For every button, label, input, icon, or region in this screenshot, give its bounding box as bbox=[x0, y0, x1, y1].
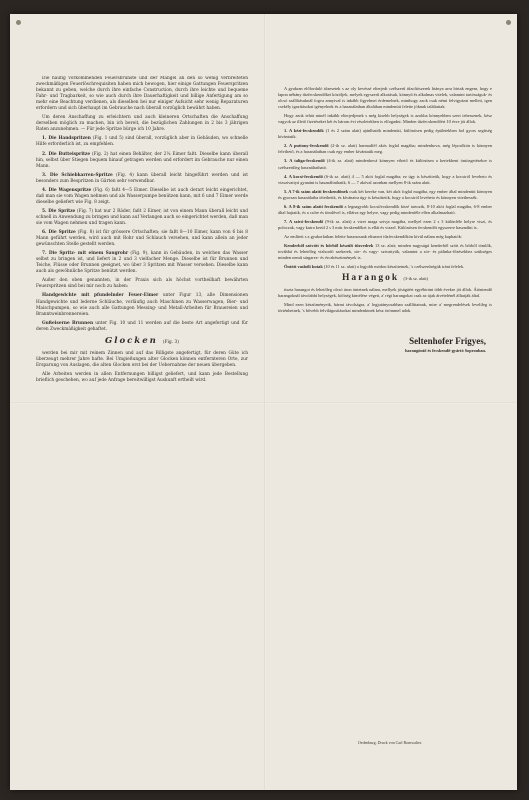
bells-paragraph: werden bei mir mit reinem Zinnen und auf das Billigste angefertigt, für deren Güte ich überzeugt mehrer Jahre hafte. Bei Umgießungen alter Glocken können entfernteren Orte, zur Ersparung von Auslagen, die alten Glocken erst bei der Uebernahme der neuen übergeben. bbox=[36, 350, 248, 368]
intro-paragraph: A gyakran előforduló tűzesetek s az oly kevéssé elterjedt czélszerű tűzoltószerek hiánya arra birtak engem, hogy e lapon néhány tűzfecskendőket közöljek, melyek egyszerű alkotásuk, könnyű és alkalmas vitelek, valamint tartósságuk- és olcsó szállításuknál fogva annyival is inkább figyelmet érdemelnek, minthogy azok csak némi felvigyázat mellett, igen csekély igazításokat igényelnek és a használatban általában mindenütt felette jóknak találtattak. bbox=[278, 86, 492, 110]
signature-name: Seltenhofer Frigyes, bbox=[409, 336, 486, 347]
closing-paragraph: Az említett s a gyakorlatban felette hasznosnak elismert tűzfecskendőkön kívül nálam még kaphatók: bbox=[284, 233, 463, 239]
extras-paragraph: Handgewichte mit pfundelnder Feuer-Eimer unter Figur 13, alle Dimensionen Handgewichte und lederne Schläuche, vorläufig auch Maschinen zu Wasserwagen, Bier- und Maischpumpen, so wie auch alle Gattungen Messing- und Metall-Arbeiten für Brauereien und Branntweinbrennereien. bbox=[36, 293, 248, 317]
signature-title: harangöntő és fecskendő-gyártó Sopronban. bbox=[405, 348, 486, 354]
list-item: 2. A puttony-fecskendő (2-ik sz. alatt) harmadfél akós foglal magába; mindenhova, még lépcsőkön is könnyen felvihető, és a használatban csak egy ember kívántatik meg. bbox=[278, 143, 492, 155]
hungarian-column bbox=[278, 86, 492, 774]
bells-heading: Glocken (Fig. 3) bbox=[104, 335, 180, 346]
extras-paragraph: Kenderből szövött és bőrből készült tűzvedrek 13 sz. alatt; minden nagyságú kenderből szött és bőrből tömlők, továbbá és lehetőleg vizhordó szekerek, sör- és vagy- szivattyúk, valamint a sör- és pálinka-főzésekhez szükséges minden nemű sárgarez- és érczkészitmények is. bbox=[278, 242, 492, 261]
bells-heading: Harangok (3-ik sz. alatt) bbox=[341, 273, 429, 284]
bells-paragraph: tiszta harangot és lehetőleg olcsó áron öntetnek nálam, mellyek jóságáért egyébiránt több évekre jót állok. Átöntendő harangoknál távolabbi helységek, költség kimélése végett, a' régi harangokat csak az újak átvételénél álltatják által. bbox=[278, 287, 492, 299]
signature-block bbox=[278, 336, 492, 354]
list-item: 4. Die Wagenspritze (Fig. 6) faßt 4—5 Eimer. Dieselbe ist auch derart leicht eingerichtet, daß man sie vom Wagen nehmen und als Wasserpumpe benützen kann, mit 6 und 7 Eimer werde dieselbe geliefert wie Fig. 8 zeigt. bbox=[36, 187, 248, 205]
list-item: 7. Die Spritz- mit einem Saugrohr (Fig. 9), kann in Gebäuden, in welchen das Wasser selbst zu bringen ist, und liefert in 2 und 3 vielfacher Menge. Dieselbe ist für Brunnen und Teiche, Flüsse oder Brunnen geeignet, wo über 3 Spritzen mit Wasser versehen. Dieselbe kann auch als gewöhnliche Spritze benützt werden. bbox=[36, 251, 248, 275]
list-item: 2. Die Butteispritze (Fig. 2) hat einen Behälter, der 2¼ Eimer faßt. Dieselbe kann überall hin, selbst über Stiegen bequem hinauf getragen werden und erfordert im Gebrauche nur einen Mann. bbox=[36, 151, 248, 169]
payment-paragraph: Um deren Anschaffung zu erleichtern und auch kleineren Ortschaften die Anschaffung derselben möglich zu machen, bin ich bereit, die bezüglichen Zahlungen in 2 bis 3 jährigen Raten anzunehmen. — Für jede Spritze bürge ich 10 Jahre. bbox=[36, 115, 248, 133]
list-item: 4. A kocsi-fecskendő (6-ik sz. alatt) 4 — 5 akót foglal magába; ez úgy is készíttetik, hogy a kocsiról leveheto és vizszivattyú gyanánt is használtathatik, 6 — 7 akóval azonban mellyen 8-ik szám alatt. bbox=[278, 173, 492, 185]
list-item: 3. A taliga-fecskendő (4-ik sz. alatt) mindenhová könnyen vihető és különösen a kertekbeni öntözgetésekre is czélszerűleg használtatható. bbox=[278, 158, 492, 170]
list-item: 6. A 8-ik szám alatti fecskendő a legnagyobb kocsifecskendők közé tartozik, 8-10 akót foglal magába, 6-8 ember által hajtatik, és a csőre és tömlővel is, ellátva egy helyre, vagy pedig mindenféle ellen alkalmazható. bbox=[278, 203, 492, 215]
cast-iron-paragraph: Öntött vasbóli kutak (10 és 11 sz. alatt) a legjobb módon készíttetnek, 's czélszerűségük iránt felelek. bbox=[284, 264, 465, 270]
intro-paragraph: Die häufig vorkommenden Feuersbrünste und der Mangel an den so wenig verbreiteten zweckmäßigen Feuerlöschrequisiten haben mich bewogen, hier einige Gattungen Feuerspritzen bekannt zu geben, welche durch ihre einfache Construction, durch ihre leichte und bequeme Fahr- und Tragbarkeit, so wie auch durch ihre Dauerhaftigkeit und billige Anfertigung am so mehr eine Beachtung verdienen, als dieselben bei nur einiger Aufsicht sehr wenig Reparaturen erfordern und sich überhaupt im Gebrauche nach überall vorzüglich bewährt haben. bbox=[36, 76, 248, 112]
bells-paragraph: Mind ezen készítményeik, bármi távolságra, a' legjutányosabban szállíttatnak, mire a' megrendelések levelileg is történhetnek, 's bővebb felvilágosításokat mindenkinek kész örömmel adok. bbox=[278, 302, 492, 314]
tack-mark bbox=[506, 20, 511, 25]
list-item: 6. Die Spritze (Fig. 8) ist für grössere Ortschaften; sie faßt 8—10 Eimer, kann von 6 bis 8 Mann geführt werden, wird auch mit Rohr und Schlauch versehen, und kann allein an jeder gewünschten Stelle gestellt werden. bbox=[36, 230, 248, 248]
cast-iron-paragraph: Gußeiserne Brunnen unter Fig. 10 und 11 werden auf die beste Art angefertigt und für deren Zweckmäßigkeit gehaftet. bbox=[36, 320, 248, 332]
closing-paragraph: Außer den oben genannten, in der Praxis sich als höchst vortheilhaft bewährten Feuerspritzen sind bei mir noch zu haben: bbox=[36, 278, 248, 290]
list-item: 3. Die Schiebkarren-Spritze (Fig. 4) kann überall leicht hingeführt werden und ist besonders zum Bespritzen in Gärten sehr verwendbar. bbox=[36, 172, 248, 184]
printer-imprint: Oedenburg, Druck von Carl Romwalter. bbox=[357, 740, 423, 745]
list-item: 5. A 7-ik szám alatti fecskendőnek csak két kereke van, két akót foglal magába, egy ember által mindenütt könnyen és gyorsan használatba tétethetik, és kívánatra úgy is készíttetik, hogy a kocsiról leveheto és könnyen vitethessék. bbox=[278, 188, 492, 200]
german-column bbox=[36, 76, 248, 764]
tack-mark bbox=[16, 20, 21, 25]
payment-paragraph: Hogy azok tehát minél inkább elterjedjenek s még kisebb helységek is azokba könnyebben szert tehessenek, kész vagyok az illető fizetéseket két és három évi részletekben is elfogadni. Minden tűzfecskendőért 10 évre jót állok. bbox=[278, 113, 492, 125]
list-item: 1. Die Handspritzen (Fig. 1 und 5) sind überall, vorzüglich aber in Gebäuden, wo schnelle Hilfe erforderlich ist, zu empfehlen. bbox=[36, 136, 248, 148]
list-item: 5. Die Spritze (Fig. 7) hat nur 2 Räder, faßt 2 Eimer, ist von einem Mann überall leicht und schnell in Anwendung zu bringen und kann auf Verlangen auch so eingerichtet werden, daß man sie vom Wagen nehmen und tragen kann. bbox=[36, 208, 248, 226]
poster-sheet bbox=[10, 14, 517, 790]
list-item: 7. A szívó-fecskendő (9-ik sz. alatt) a vizet maga szivja magába, mellyel ezen 2 s 3 különféle helyre viszi, és poloczak, vagy kutra kerül 2 s 3 más fecskendőket is ellát és vizzel. Különösen fecskendőt egyszerre használni is. bbox=[278, 218, 492, 230]
bells-paragraph: Alle Arbeiten werden in allen Entfernungen billigst geliefert, und kann jede Bestellung brieflich geschehen, wo auf jede Anfrage bereitwilligst Auskunft ertheilt wird. bbox=[36, 371, 248, 383]
list-item: 1. A kézi-fecskendők (1 és 2 szám alatt) ajánlhatók mindenütt, különösen pedig épületekben hol gyors segítség kívántatik. bbox=[278, 128, 492, 140]
